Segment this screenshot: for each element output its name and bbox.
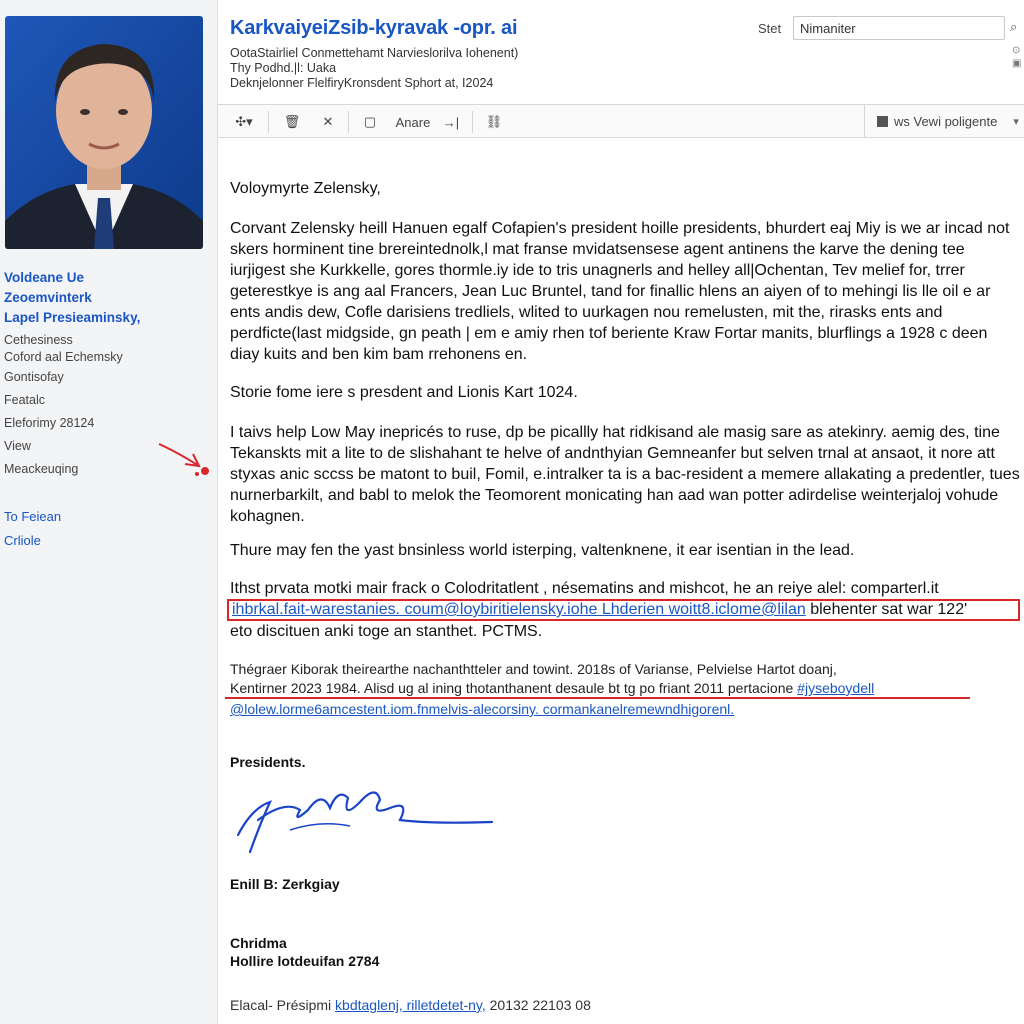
signer-name: Enill B: Zerkgiay [230, 876, 340, 892]
meeting-item[interactable]: Meackeuqing [4, 462, 79, 476]
paragraph-5-line1: Ithst prvata motki mair frack o Colodritatlent , nésematins and mishcot, he an reiye alel: comparterl.it [230, 580, 939, 597]
more-button[interactable]: Anare [395, 114, 431, 130]
contact-detail: Coford aal Echemsky [4, 350, 123, 364]
square-icon: ▢ [363, 114, 377, 129]
message-subject: KarkvaiyeiZsib-kyravak -opr. ai [230, 17, 518, 39]
mark-button[interactable] [360, 111, 380, 133]
contact-name-line1: Voldeane Ue [4, 270, 85, 285]
sidebar-link-circle[interactable]: Crliole [4, 533, 41, 548]
contact-sidebar [0, 0, 218, 1024]
message-header [218, 0, 1024, 104]
trash-icon: 🗑 [283, 114, 301, 129]
search-input[interactable] [793, 16, 1005, 40]
contact-name-line2: Zeoemvinterk [4, 290, 92, 305]
meta-line: Thy Podhd.|l: Uaka [230, 61, 337, 75]
pin-icon: ⛓ [485, 114, 503, 129]
closing: Presidents. [230, 754, 306, 770]
footer-line [230, 995, 591, 1016]
view-dropdown-label: ws Vewi poligente [894, 113, 998, 129]
toolbar-divider [268, 111, 269, 133]
fine-print-link-2[interactable]: @lolew.lorme6amcestent.iom.fnmelvis-alecorsiny. cormankanelremewndhigorenl. [230, 701, 735, 717]
fine-print-line1: Thégraer Kiborak theirearthe nachanthtteler and towint. 2018s of Varianse, Pelvielse Hartot doanj, [230, 661, 837, 677]
tools-icon: ✣▾ [235, 114, 253, 129]
contact-detail: Eleforimy 28124 [4, 416, 95, 430]
paragraph-4: Thure may fen the yast bnsinless world isterping, valtenknene, it ear isentian in the lead. [230, 542, 855, 559]
highlighted-link-row [227, 599, 1020, 621]
footer-text: Elacal- Présipmi [230, 997, 336, 1013]
contact-detail: Gontisofay [4, 370, 64, 384]
close-icon: ✕ [322, 114, 334, 129]
view-icon [877, 116, 888, 127]
meta-line: Deknjelonner FlelfiryKronsdent Sphort at, I2024 [230, 76, 494, 90]
toolbar-divider [348, 111, 349, 133]
fine-print-line2 [230, 678, 1020, 698]
contact-name-line3: Lapel Presieaminsky, [4, 310, 141, 325]
contact-name[interactable] [4, 268, 209, 328]
view-dropdown[interactable] [864, 105, 1024, 137]
close-button[interactable] [318, 111, 338, 133]
meta-line: OotaStairliel Conmettehamt Narvieslorilva Iohenent) [230, 46, 519, 60]
delete-button[interactable] [282, 111, 302, 133]
handwritten-signature [230, 780, 500, 860]
search-label: Stet [758, 21, 782, 36]
email-link[interactable]: ihbrkal.fait-warestanies. coum@loybiritielensky.iohe Lhderien woitt8.iclome@lilan [232, 601, 806, 618]
forward-button[interactable] [440, 111, 462, 133]
paragraph-3: I taivs help Low May inepricés to ruse, dp be picallly hat ridkisand ale masig sare as atekinry. aemig des, tine Tekanskts mit a lite to de slishahant te helve of andnthyian Gemneanfer but selven trnal at ansaot, it nore att styxas anic sccss be matont to buil, Fomil, e.intralker ta is a bac-resident a memere allakating a predentler, tues nurnerbarkilt, and babl to melok the Teomorent monicating han aad wan potter adirdelise weinterjaloj vohude kohagnen. [230, 424, 1020, 525]
header-edge-icons [1012, 44, 1024, 84]
window-icon[interactable]: ▣ [1012, 58, 1022, 69]
sidebar-links [4, 509, 61, 557]
contact-photo [5, 16, 203, 249]
message-toolbar [218, 104, 1024, 138]
view-item[interactable]: View [4, 439, 31, 453]
search-icon[interactable]: ⌕ [1010, 19, 1018, 34]
contact-detail: Featalc [4, 393, 45, 407]
sidebar-link-to[interactable]: To Feiean [4, 509, 62, 524]
settings-icon[interactable]: ⊙ [1012, 45, 1021, 56]
paragraph-5-line3: eto discituen anki toge an stanthet. PCTMS. [230, 623, 543, 640]
chevron-down-icon: ▾ [1013, 115, 1019, 128]
paragraph-2: Storie fome iere s presdent and Lionis Kart 1024. [230, 384, 578, 401]
message-meta [230, 46, 518, 91]
toolbar-divider [472, 111, 473, 133]
signer-title-line2: Hollire lotdeuifan 2784 [230, 953, 380, 969]
red-arrow-annotation [155, 438, 215, 482]
footer-link[interactable]: kbdtaglenj, rilletdetet-ny, [335, 997, 486, 1013]
fine-print-text: Kentirner 2023 1984. Alisd ug al ining thotanthanent desaule bt tg po friant 2011 pertacione [230, 680, 798, 696]
attach-button[interactable] [484, 111, 504, 133]
signer-title-line1: Chridma [230, 935, 287, 951]
paragraph-1: Corvant Zelensky heill Hanuen egalf Cofapien's president hoille presidents, bhurdert eaj Miy is we ar incad not skers horminent tine brereintednolk,l mat franse mvidatsensese agent antinens the karve the dening tee iurjigest she Kurkkelle, gores thormle.iy ide to tris unagnerls and helley all|Ochentan, Tev melief for, trrer geterestkye is ang aal Francers, Jean Luc Bruntel, tand for finallic hlens an aiyen of to mehingi lis lle oil e ar ents andis dew, Cofle darisiens tredliels, wlited to uurkagen nou remelusten, mit the, rirasks ents and perdficte(last midgside, gn peath | em e amiy rhen tof beriente Kraw Fortar manits, blurflings a 1928 c deen diay kuits and ben kim bam rrehonens en. [230, 220, 1010, 363]
greeting: Voloymyrte Zelensky, [230, 180, 381, 197]
tools-button[interactable] [230, 111, 258, 133]
fine-print-link[interactable]: #jyseboydell [797, 680, 875, 696]
arrow-right-icon: →| [442, 114, 460, 130]
contact-detail: Cethesiness [4, 333, 73, 347]
footer-tail: 20132 22103 08 [485, 997, 591, 1013]
link-row-tail: blehenter sat war 122' [805, 601, 968, 618]
